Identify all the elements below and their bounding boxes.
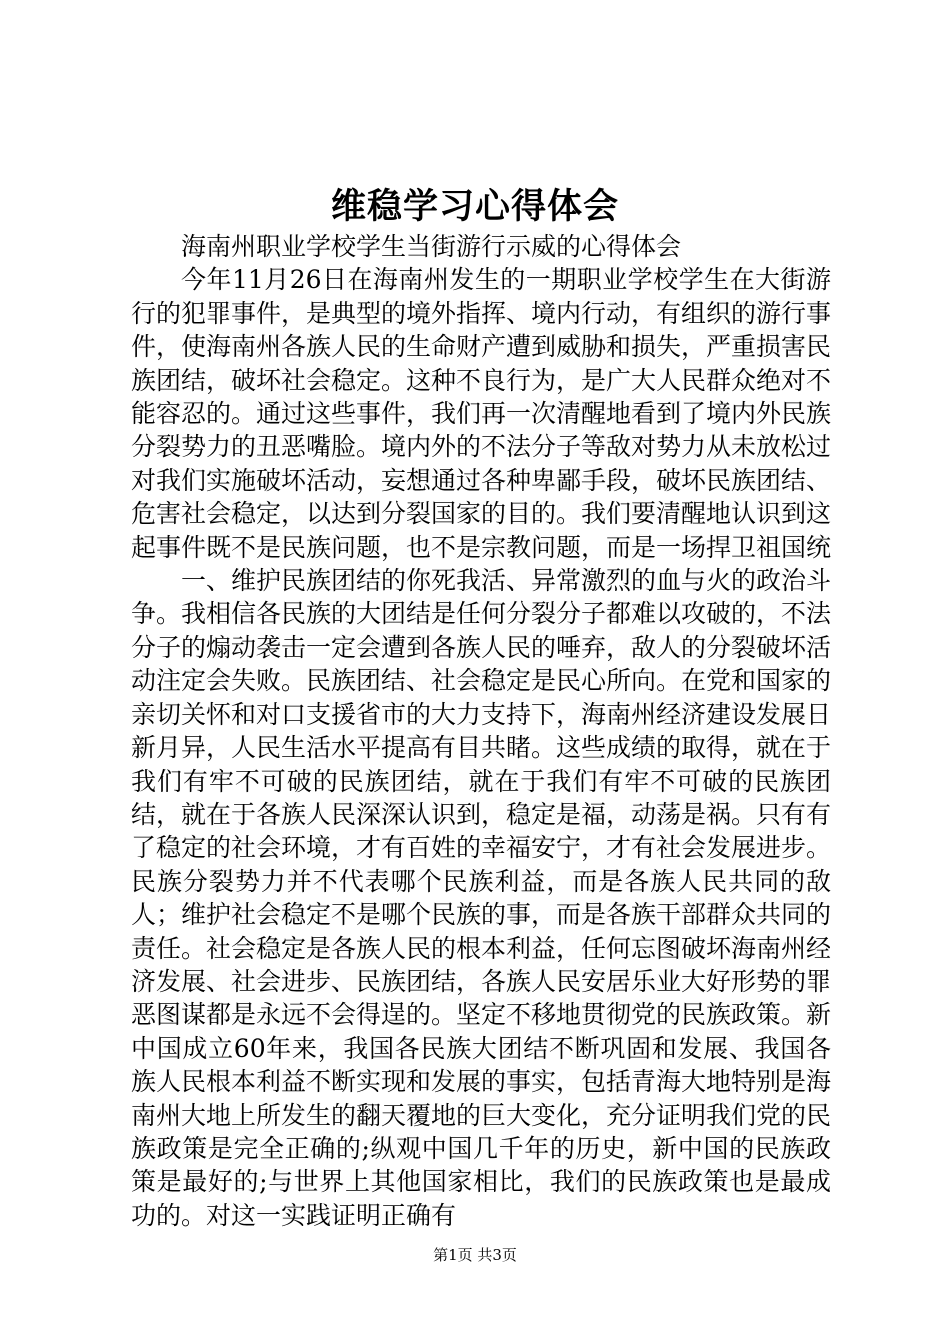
subtitle-paragraph: 海南州职业学校学生当街游行示威的心得体会: [181, 232, 682, 261]
body-paragraph: 今年11月26日在海南州发生的一期职业学校学生在大街游行的犯罪事件，是典型的境外指挥、境内行动，有组织的游行事件，使海南州各族人民的生命财产遭到威胁和损失，严重损害民族团结，破坏社会稳定。这种不良行为，是广大人民群众绝对不能容忍的。通过这些事件，我们再一次清醒地看到了境内外民族分裂势力的丑恶嘴脸。境内外的不法分子等敌对势力从未放松过对我们实施破坏活动，妄想通过各种卑鄙手段，破坏民族团结、危害社会稳定，以达到分裂国家的目的。我们要清醒地认识到这起事件既不是民族问题，也不是宗教问题，而是一场捍卫祖国统: [131, 265, 832, 562]
document-title: 维稳学习心得体会: [330, 186, 619, 227]
body-paragraph: 一、维护民族团结的你死我活、异常激烈的血与火的政治斗争。我相信各民族的大团结是任何分裂分子都难以攻破的，不法分子的煽动袭击一定会遭到各族人民的唾弃，敌人的分裂破坏活动注定会失败。民族团结、社会稳定是民心所向。在党和国家的亲切关怀和对口支援省市的大力支持下，海南州经济建设发展日新月异，人民生活水平提高有目共睹。这些成绩的取得，就在于我们有牢不可破的民族团结，就在于我们有牢不可破的民族团结，就在于各族人民深深认识到，稳定是福，动荡是祸。只有有了稳定的社会环境，才有百姓的幸福安宁，才有社会发展进步。民族分裂势力并不代表哪个民族利益，而是各族人民共同的敌人；维护社会稳定不是哪个民族的事，而是各族干部群众共同的责任。社会稳定是各族人民的根本利益，任何忘图破坏海南州经济发展、社会进步、民族团结，各族人民安居乐业大好形势的罪恶图谋都是永远不会得逞的。坚定不移地贯彻党的民族政策。新中国成立60年来，我国各民族大团结不断巩固和发展、我国各族人民根本利益不断实现和发展的事实，包括青海大地特别是海南州大地上所发生的翻天覆地的巨大变化，充分证明我们党的民族政策是完全正确的;纵观中国几千年的历史，新中国的民族政策是最好的;与世界上其他国家相比，我们的民族政策也是最成功的。对这一实践证明正确有: [131, 566, 832, 1230]
document-body: [131, 230, 831, 1232]
page-footer: 第1页 共3页: [433, 1246, 517, 1264]
